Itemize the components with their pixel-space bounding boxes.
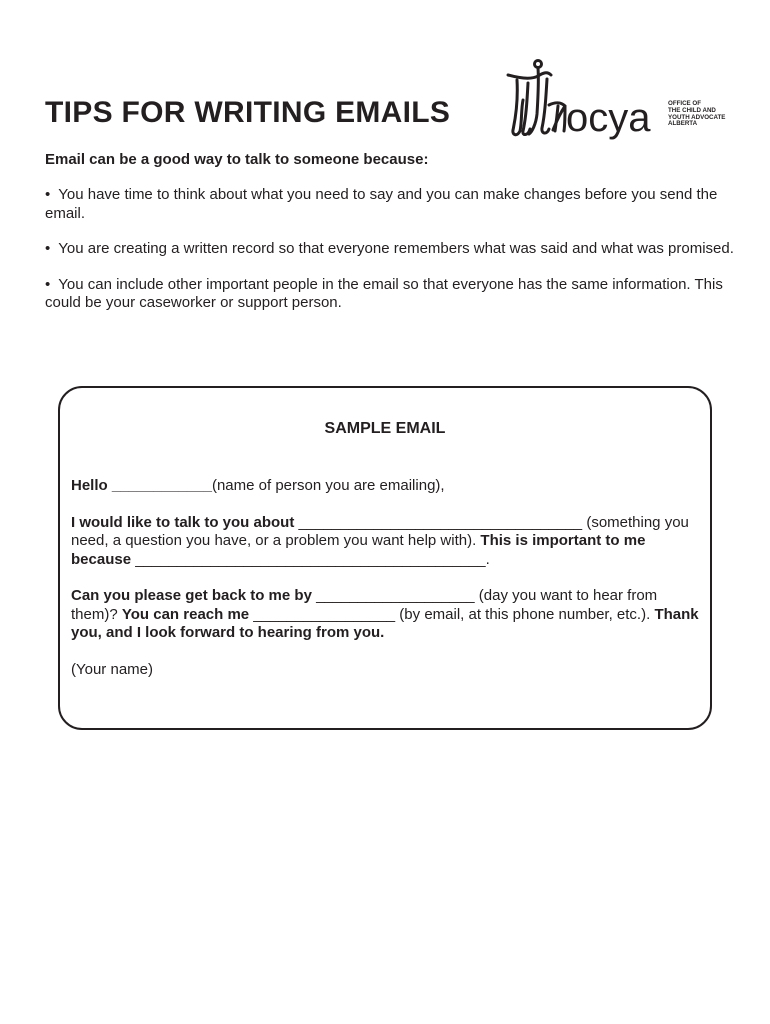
intro-section (45, 150, 735, 313)
p1-text-2: . (485, 550, 490, 568)
greeting-bold: Hello ____________ (71, 477, 212, 494)
p2-bold-1: Can you please get back to me by (71, 587, 312, 604)
p2-text-1: (day you want to hear from them)? (71, 587, 658, 623)
p2-blank-1: ___________________ (311, 587, 475, 604)
logo-tagline-line: OFFICE OF (668, 100, 701, 107)
logo-tagline-line: ALBERTA (668, 120, 698, 128)
p1-blank-1: __________________________________ (298, 513, 583, 531)
p1-bold-2: This is important to me because (71, 532, 646, 568)
p2-blank-2: _________________ (249, 605, 396, 623)
ocya-logo (505, 58, 735, 140)
greeting-rest: (name of person you are emailing), (211, 477, 445, 494)
p2-bold-3: Thank you, and I look forward to hearing from you. (71, 605, 699, 641)
intro-bullet-text: You are creating a written record so that everyone remembers what was said and what was promised. (58, 240, 734, 257)
bullet-dot: • (45, 275, 51, 293)
logo-tagline-line: YOUTH ADVOCATE (668, 113, 726, 121)
sample-email-box (58, 386, 712, 730)
intro-bullet (45, 186, 735, 223)
p2-bold-2: You can reach me (121, 605, 250, 623)
ocya-logo-wordmark: ocya (566, 96, 651, 140)
intro-lead: Email can be a good way to talk to someone because: (45, 151, 429, 168)
sample-paragraph-1 (71, 514, 705, 570)
sample-paragraph-2 (71, 587, 705, 643)
intro-bullet (45, 276, 735, 313)
logo-tagline (668, 101, 725, 128)
p1-bold-1: I would like to talk to you about (71, 513, 299, 531)
bullet-dot: • (45, 240, 51, 257)
intro-bullet (45, 240, 735, 259)
bullet-dot: • (45, 186, 51, 203)
ocya-logo-mark (505, 58, 665, 140)
sample-signature: (Your name) (71, 660, 153, 678)
p1-blank-2: __________________________________________ (131, 550, 486, 568)
p1-text-1: (something you need, a question you have, or a problem you want help with). (71, 513, 689, 549)
sample-greeting (71, 477, 705, 496)
sample-email-body (71, 477, 705, 697)
sample-email-title: SAMPLE EMAIL (324, 420, 446, 437)
page-title: TIPS FOR WRITING EMAILS (45, 96, 451, 129)
intro-bullet-text: You can include other important people in the email so that everyone has the same information. This could be your caseworker or support person. (45, 275, 723, 311)
p2-text-2: (by email, at this phone number, etc.). (395, 605, 655, 623)
intro-bullet-text: You have time to think about what you need to say and you can make changes before you send the email. (45, 186, 718, 222)
logo-tagline-line: THE CHILD AND (668, 106, 716, 114)
